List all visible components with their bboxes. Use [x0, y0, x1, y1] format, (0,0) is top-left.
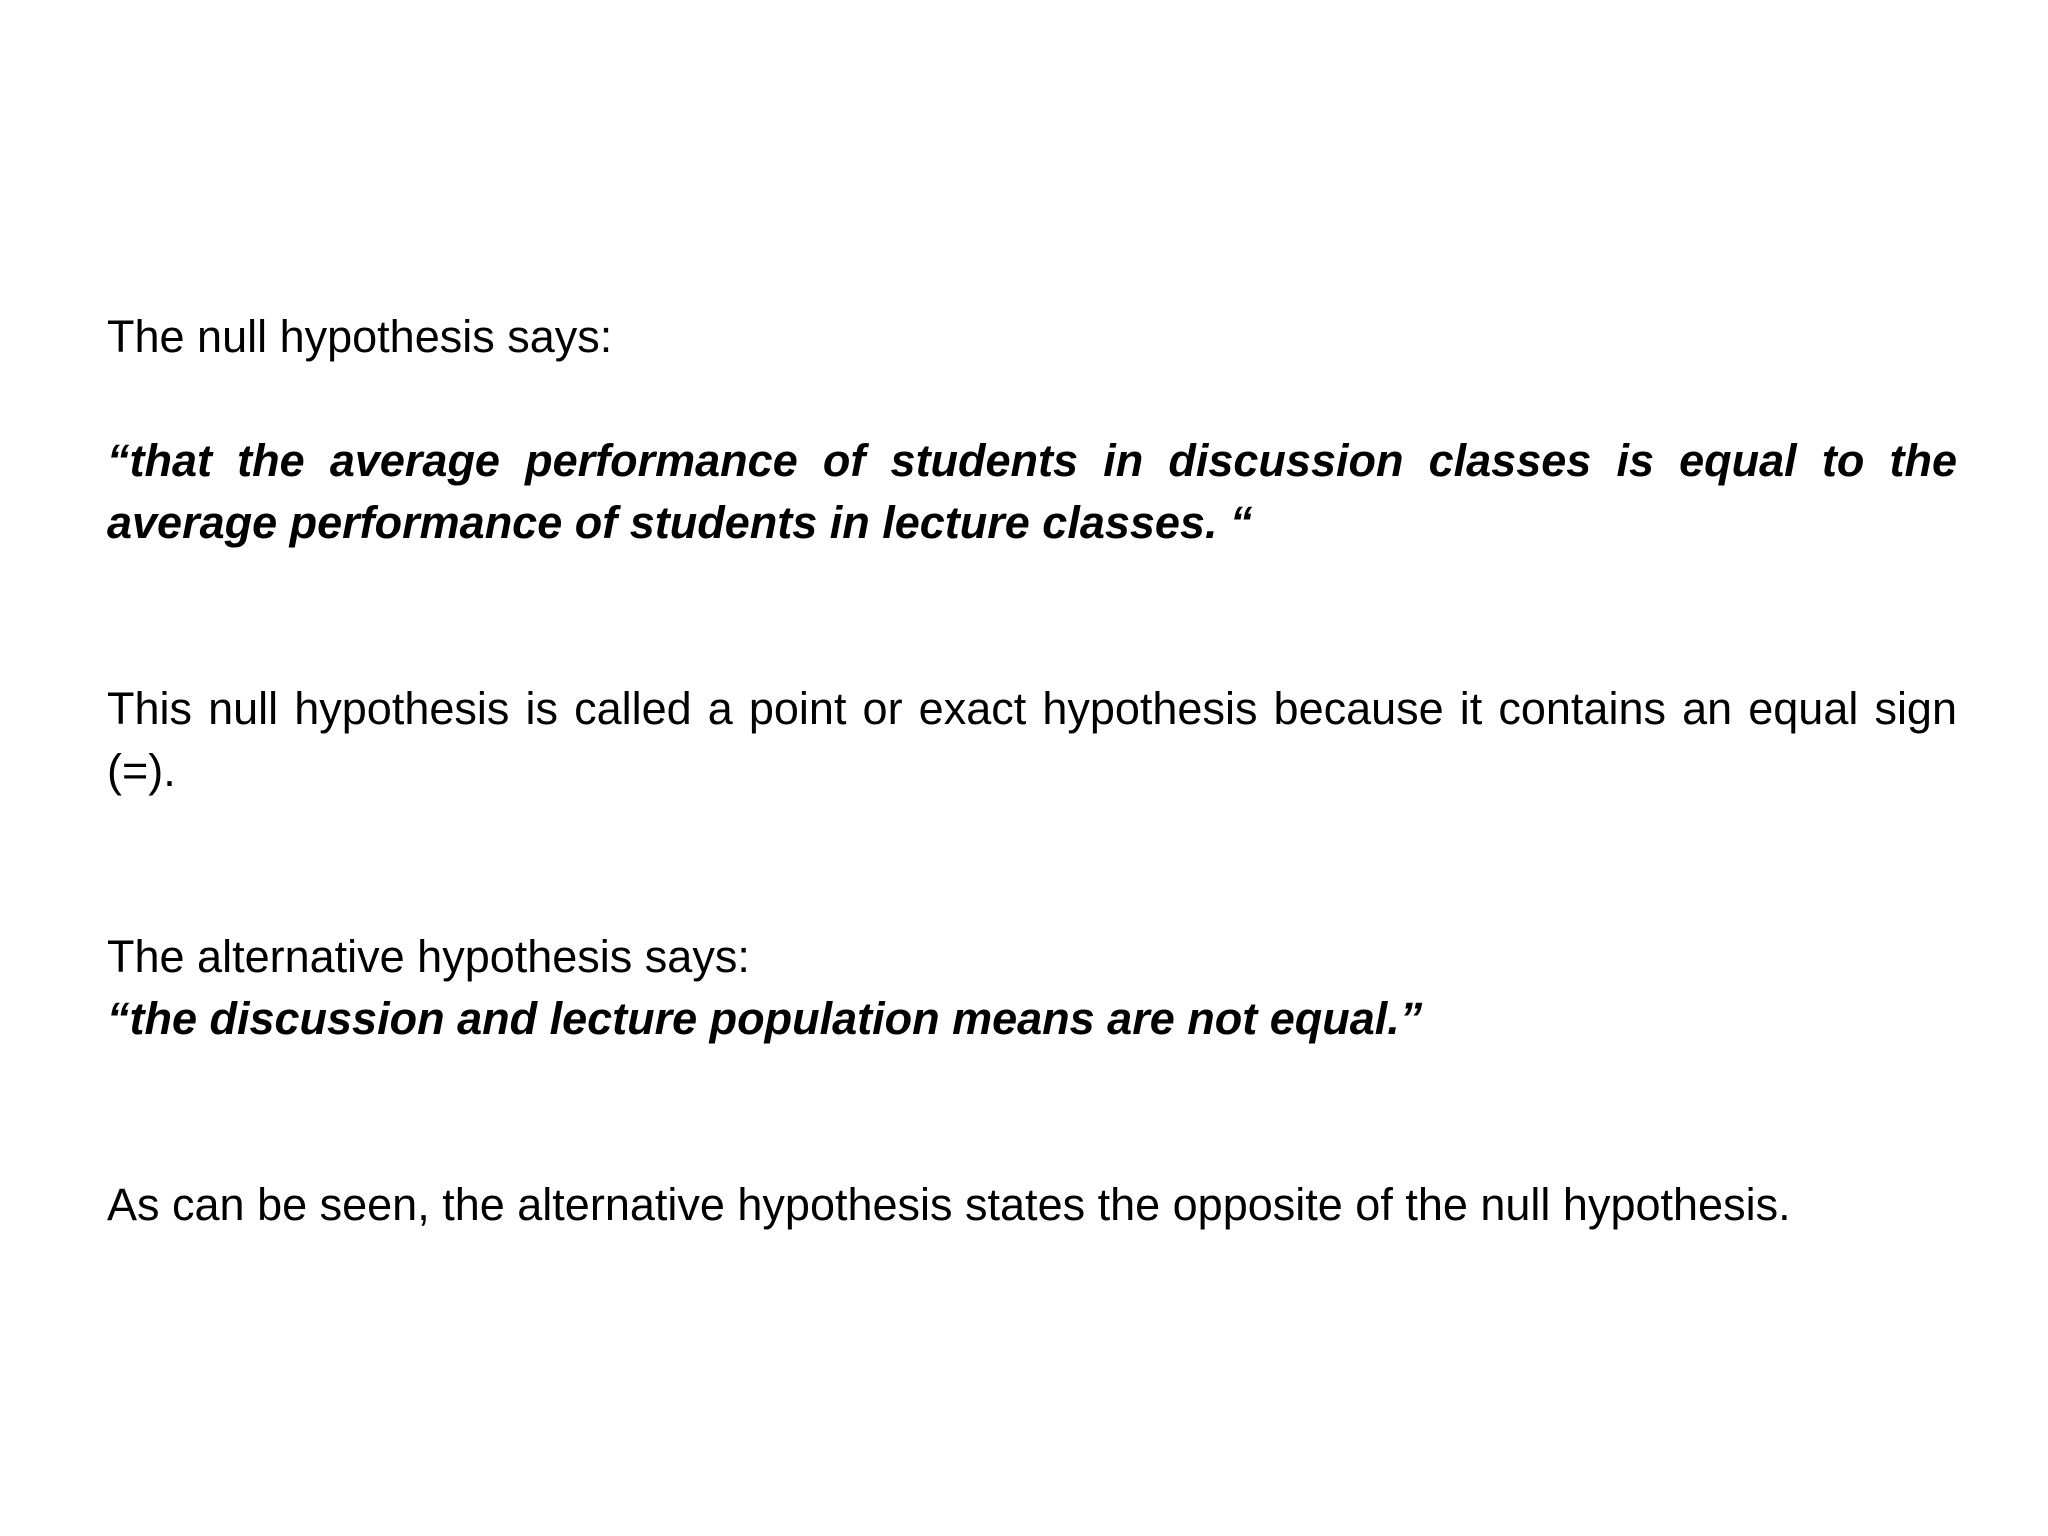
alternative-hypothesis-intro: The alternative hypothesis says:: [107, 931, 750, 982]
point-hypothesis-note: This null hypothesis is called a point or exact hypothesis because it contains an equal sign (=).: [107, 683, 1957, 796]
conclusion-text: As can be seen, the alternative hypothesis states the opposite of the null hypothesis.: [107, 1179, 1791, 1230]
null-hypothesis-quote: “that the average performance of students in discussion classes is equal to the average performance of students in lecture classes. “: [107, 435, 1957, 548]
alternative-hypothesis-quote: “the discussion and lecture population means are not equal.”: [107, 993, 1423, 1044]
alternative-hypothesis-block: [107, 926, 1957, 1050]
null-hypothesis-intro: The null hypothesis says:: [107, 311, 613, 362]
